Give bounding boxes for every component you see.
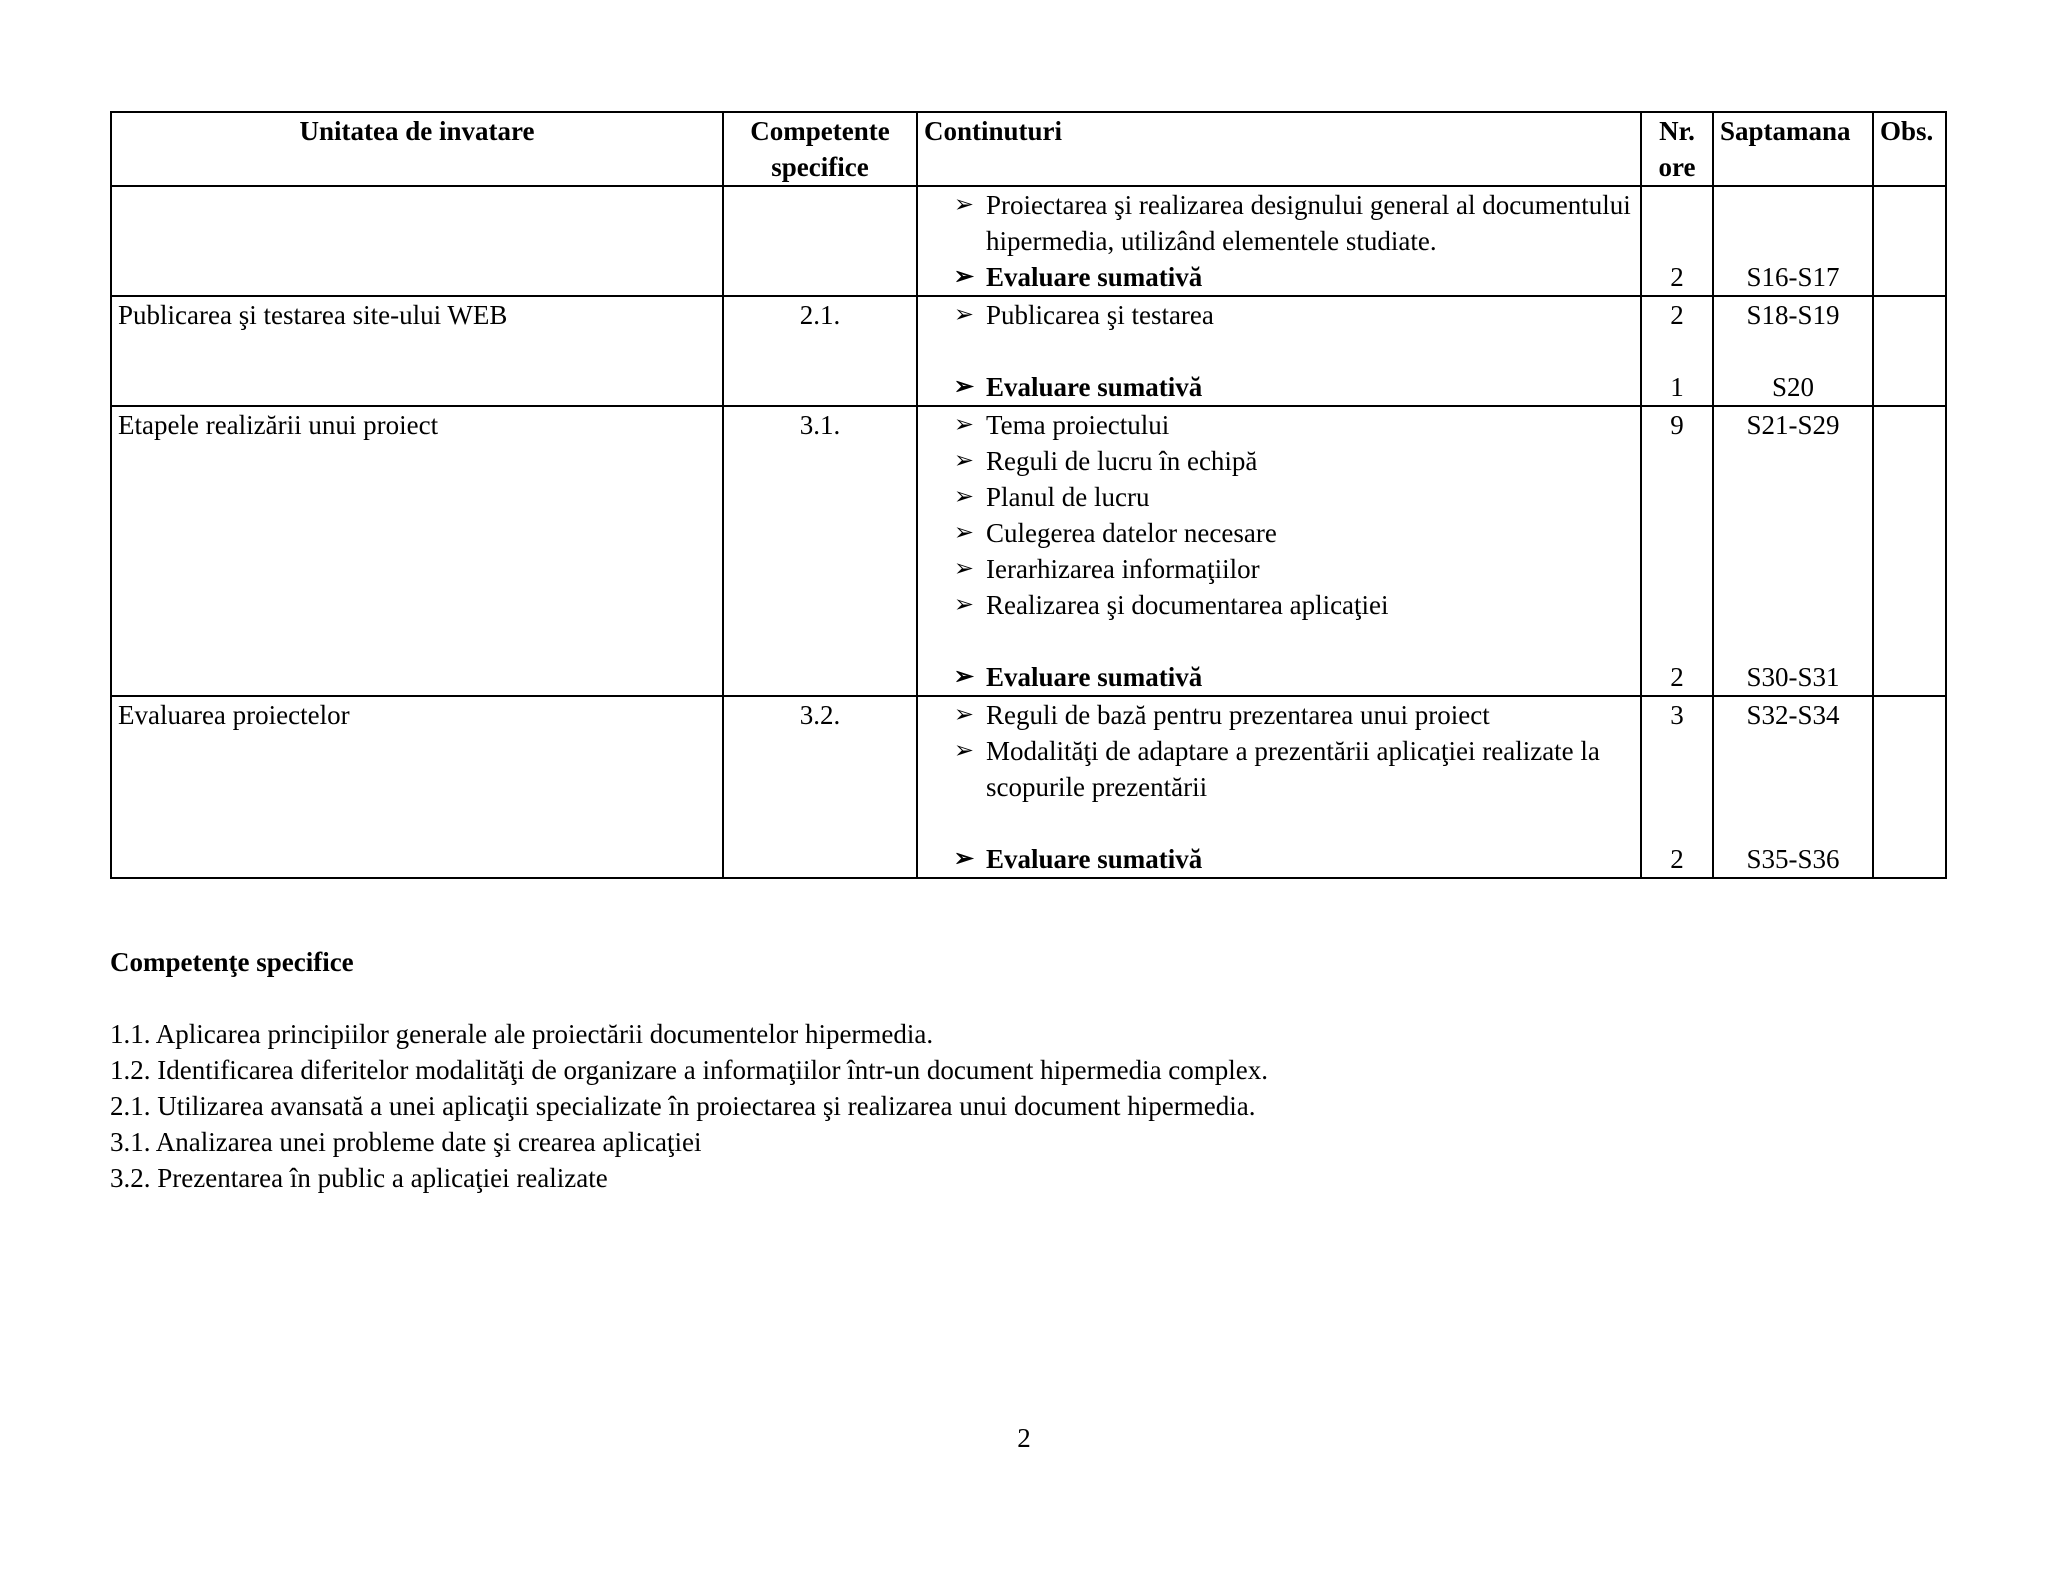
list-item: ➢ Culegerea datelor necesare <box>924 515 1634 551</box>
competente-cell <box>723 186 917 296</box>
list-item: ➢ Evaluare sumativă <box>924 259 1634 295</box>
table-row <box>111 406 1946 696</box>
planning-table <box>110 111 1947 879</box>
competente-list-item: 1.2. Identificarea diferitelor modalităţi de organizare a informaţiilor într-un document hipermedia complex. <box>110 1055 1269 1085</box>
continuturi-cell <box>917 186 1641 296</box>
competente-section-title: Competenţe specifice <box>110 947 354 977</box>
competente-list-item: 1.1. Aplicarea principiilor generale ale proiectării documentelor hipermedia. <box>110 1019 934 1049</box>
header-competente <box>723 112 917 186</box>
unit-cell: Publicarea şi testarea site-ului WEB <box>111 296 723 406</box>
competente-list-item: 3.1. Analizarea unei probleme date şi crearea aplicaţiei <box>110 1127 702 1157</box>
nr-ore-cell <box>1641 406 1713 696</box>
competente-list-item: 3.2. Prezentarea în public a aplicaţiei realizate <box>110 1163 608 1193</box>
saptamana-value: S30-S31 <box>1746 662 1840 692</box>
list-item: ➢ Realizarea şi documentarea aplicaţiei <box>924 587 1634 623</box>
nr-ore-value: 2 <box>1670 262 1684 292</box>
saptamana-cell <box>1713 696 1873 878</box>
list-item: ➢ Evaluare sumativă <box>924 369 1634 405</box>
header-nr-line2: ore <box>1658 152 1696 182</box>
saptamana-value: S20 <box>1771 372 1815 402</box>
continuturi-cell <box>917 406 1641 696</box>
arrow-bullet-icon: ➢ <box>953 556 974 582</box>
list-item: ➢ Reguli de bază pentru prezentarea unui proiect <box>924 697 1634 733</box>
arrow-bullet-icon: ➢ <box>953 592 974 618</box>
saptamana-value: S35-S36 <box>1746 844 1840 874</box>
header-saptamana: Saptamana <box>1713 112 1873 186</box>
arrow-bullet-icon: ➢ <box>953 738 974 764</box>
saptamana-value: S16-S17 <box>1746 262 1840 292</box>
table-header-row <box>111 112 1946 186</box>
competente-list-item: 2.1. Utilizarea avansată a unei aplicaţii specializate în proiectarea şi realizarea unui document hipermedia. <box>110 1091 1256 1121</box>
arrow-bullet-icon: ➢ <box>953 702 974 728</box>
list-item: ➢ Publicarea şi testarea <box>924 297 1634 333</box>
header-competente-line1: Competente <box>750 116 890 146</box>
competente-list <box>110 1016 1268 1196</box>
saptamana-value: S32-S34 <box>1746 700 1840 730</box>
obs-cell <box>1873 696 1946 878</box>
nr-ore-value: 3 <box>1670 700 1684 730</box>
saptamana-value: S18-S19 <box>1746 300 1840 330</box>
arrow-bullet-icon: ➢ <box>953 520 974 546</box>
header-continuturi: Continuturi <box>917 112 1641 186</box>
obs-cell <box>1873 406 1946 696</box>
nr-ore-cell <box>1641 186 1713 296</box>
saptamana-cell <box>1713 186 1873 296</box>
unit-cell: Etapele realizării unui proiect <box>111 406 723 696</box>
continuturi-cell <box>917 696 1641 878</box>
arrow-bullet-icon: ➢ <box>953 374 974 400</box>
competente-cell: 3.1. <box>723 406 917 696</box>
obs-cell <box>1873 296 1946 406</box>
table-row <box>111 696 1946 878</box>
arrow-bullet-icon: ➢ <box>953 846 974 872</box>
table-row <box>111 186 1946 296</box>
arrow-bullet-icon: ➢ <box>953 448 974 474</box>
header-unit: Unitatea de invatare <box>111 112 723 186</box>
nr-ore-value: 2 <box>1670 844 1684 874</box>
arrow-bullet-icon: ➢ <box>953 484 974 510</box>
page-number: 2 <box>1017 1423 1031 1453</box>
saptamana-value: S21-S29 <box>1746 410 1840 440</box>
header-competente-line2: specifice <box>771 152 869 182</box>
continuturi-cell <box>917 296 1641 406</box>
competente-cell: 2.1. <box>723 296 917 406</box>
header-obs: Obs. <box>1873 112 1946 186</box>
unit-cell <box>111 186 723 296</box>
list-item: ➢ Modalităţi de adaptare a prezentării aplicaţiei realizate la scopurile prezentării <box>924 733 1634 805</box>
list-item: ➢ Proiectarea şi realizarea designului general al documentului hipermedia, utilizând elementele studiate. <box>924 187 1634 259</box>
arrow-bullet-icon: ➢ <box>953 664 974 690</box>
nr-ore-value: 2 <box>1670 662 1684 692</box>
list-item: ➢ Reguli de lucru în echipă <box>924 443 1634 479</box>
arrow-bullet-icon: ➢ <box>953 302 974 328</box>
saptamana-cell <box>1713 406 1873 696</box>
saptamana-cell <box>1713 296 1873 406</box>
list-item: ➢ Evaluare sumativă <box>924 841 1634 877</box>
list-item: ➢ Planul de lucru <box>924 479 1634 515</box>
list-item: ➢ Ierarhizarea informaţiilor <box>924 551 1634 587</box>
nr-ore-value: 1 <box>1670 372 1684 402</box>
arrow-bullet-icon: ➢ <box>953 192 974 218</box>
header-nr-line1: Nr. <box>1659 116 1695 146</box>
nr-ore-cell <box>1641 296 1713 406</box>
nr-ore-value: 9 <box>1670 410 1684 440</box>
arrow-bullet-icon: ➢ <box>953 412 974 438</box>
header-nr-ore <box>1641 112 1713 186</box>
competente-cell: 3.2. <box>723 696 917 878</box>
unit-cell: Evaluarea proiectelor <box>111 696 723 878</box>
arrow-bullet-icon: ➢ <box>953 264 974 290</box>
obs-cell <box>1873 186 1946 296</box>
list-item: ➢ Evaluare sumativă <box>924 659 1634 695</box>
table-row <box>111 296 1946 406</box>
nr-ore-cell <box>1641 696 1713 878</box>
nr-ore-value: 2 <box>1670 300 1684 330</box>
list-item: ➢ Tema proiectului <box>924 407 1634 443</box>
